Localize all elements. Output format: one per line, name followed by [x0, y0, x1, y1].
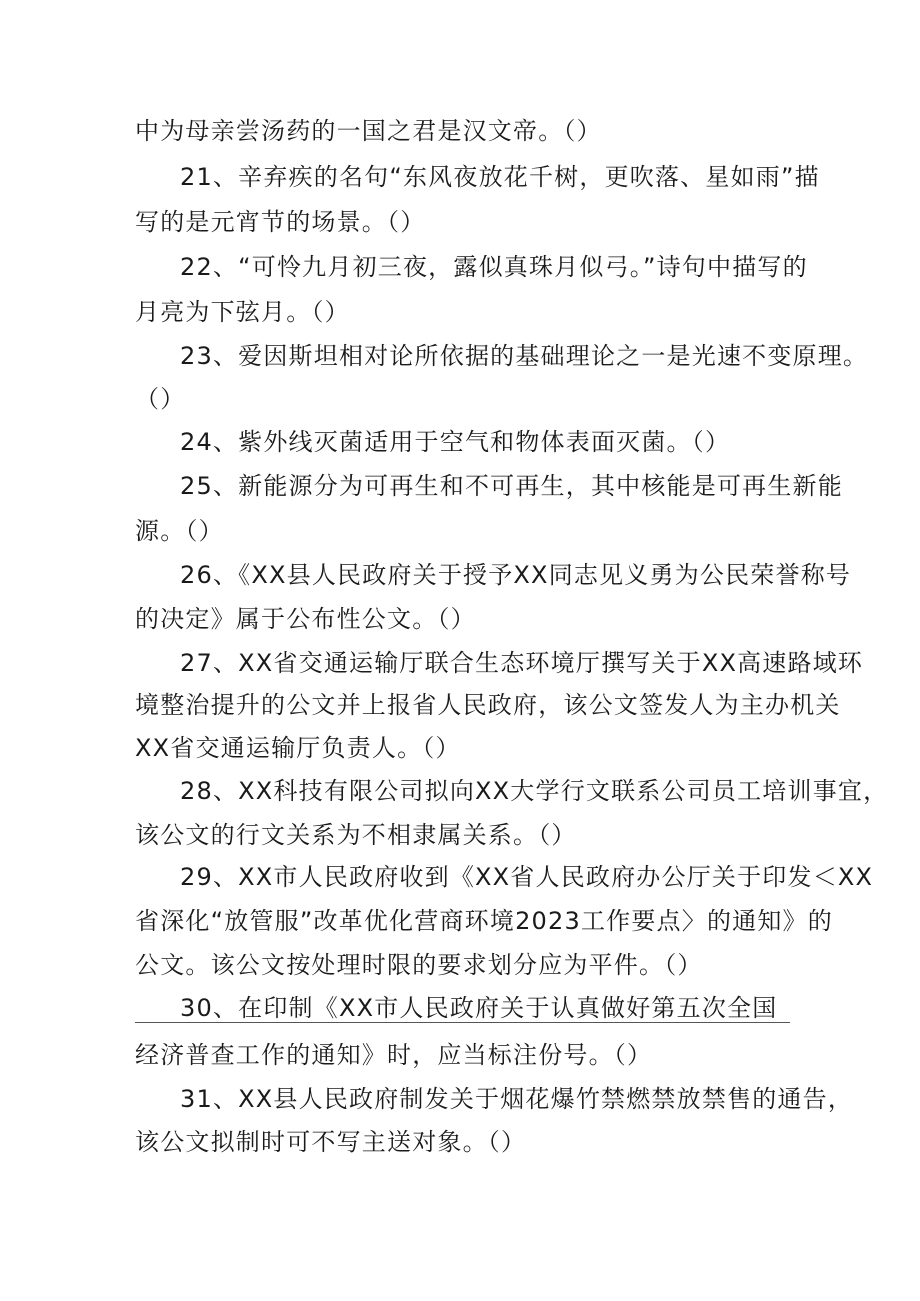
question-21-line-1: 21、辛弃疾的名句“东风夜放花千树，更吹落、星如雨”描: [180, 163, 820, 191]
question-21-line-2: 写的是元宵节的场景。（）: [135, 208, 426, 236]
question-23-line-2: （）: [135, 385, 186, 413]
question-22-line-2: 月亮为下弦月。（）: [135, 298, 350, 326]
page-divider: [135, 1022, 790, 1023]
question-27-line-2: 境整治提升的公文并上报省人民政府，该公文签发人为主办机关: [135, 691, 841, 719]
question-27-line-1: 27、XX省交通运输厅联合生态环境厅撰写关于XX高速路域环: [180, 649, 864, 677]
question-28-line-2: 该公文的行文关系为不相隶属关系。（）: [135, 821, 577, 849]
question-28-line-1: 28、XX科技有限公司拟向XX大学行文联系公司员工培训事宜，: [180, 777, 889, 805]
question-29-line-3: 公文。该公文按处理时限的要求划分应为平件。（）: [135, 951, 703, 979]
question-31-line-1: 31、XX县人民政府制发关于烟花爆竹禁燃禁放禁售的通告，: [180, 1085, 854, 1113]
question-25-line-1: 25、新能源分为可再生和不可再生，其中核能是可再生新能: [180, 472, 843, 500]
question-26-line-2: 的决定》属于公布性公文。（）: [135, 605, 476, 633]
question-26-line-1: 26、《XX县人民政府关于授予XX同志见义勇为公民荣誉称号: [180, 561, 852, 589]
question-25-line-2: 源。（）: [135, 517, 224, 545]
question-29-line-2: 省深化“放管服”改革优化营商环境2023工作要点〉的通知》的: [135, 907, 833, 935]
question-29-line-1: 29、XX市人民政府收到《XX省人民政府办公厅关于印发＜XX: [180, 863, 874, 891]
question-24-line-1: 24、紫外线灭菌适用于空气和物体表面灭菌。（）: [180, 428, 731, 456]
question-30-line-1: 30、在印制《XX市人民政府关于认真做好第五次全国: [180, 994, 778, 1022]
question-31-line-2: 该公文拟制时可不写主送对象。（）: [135, 1128, 527, 1156]
question-22-line-1: 22、“可怜九月初三夜，露似真珠月似弓。”诗句中描写的: [180, 253, 808, 281]
question-30-line-2: 经济普查工作的通知》时，应当标注份号。（）: [135, 1041, 653, 1069]
text-line: 中为母亲尝汤药的一国之君是汉文帝。（）: [135, 117, 602, 145]
question-27-line-3: XX省交通运输厅负责人。（）: [135, 734, 461, 762]
question-23-line-1: 23、爱因斯坦相对论所依据的基础理论之一是光速不变原理。: [180, 342, 869, 370]
